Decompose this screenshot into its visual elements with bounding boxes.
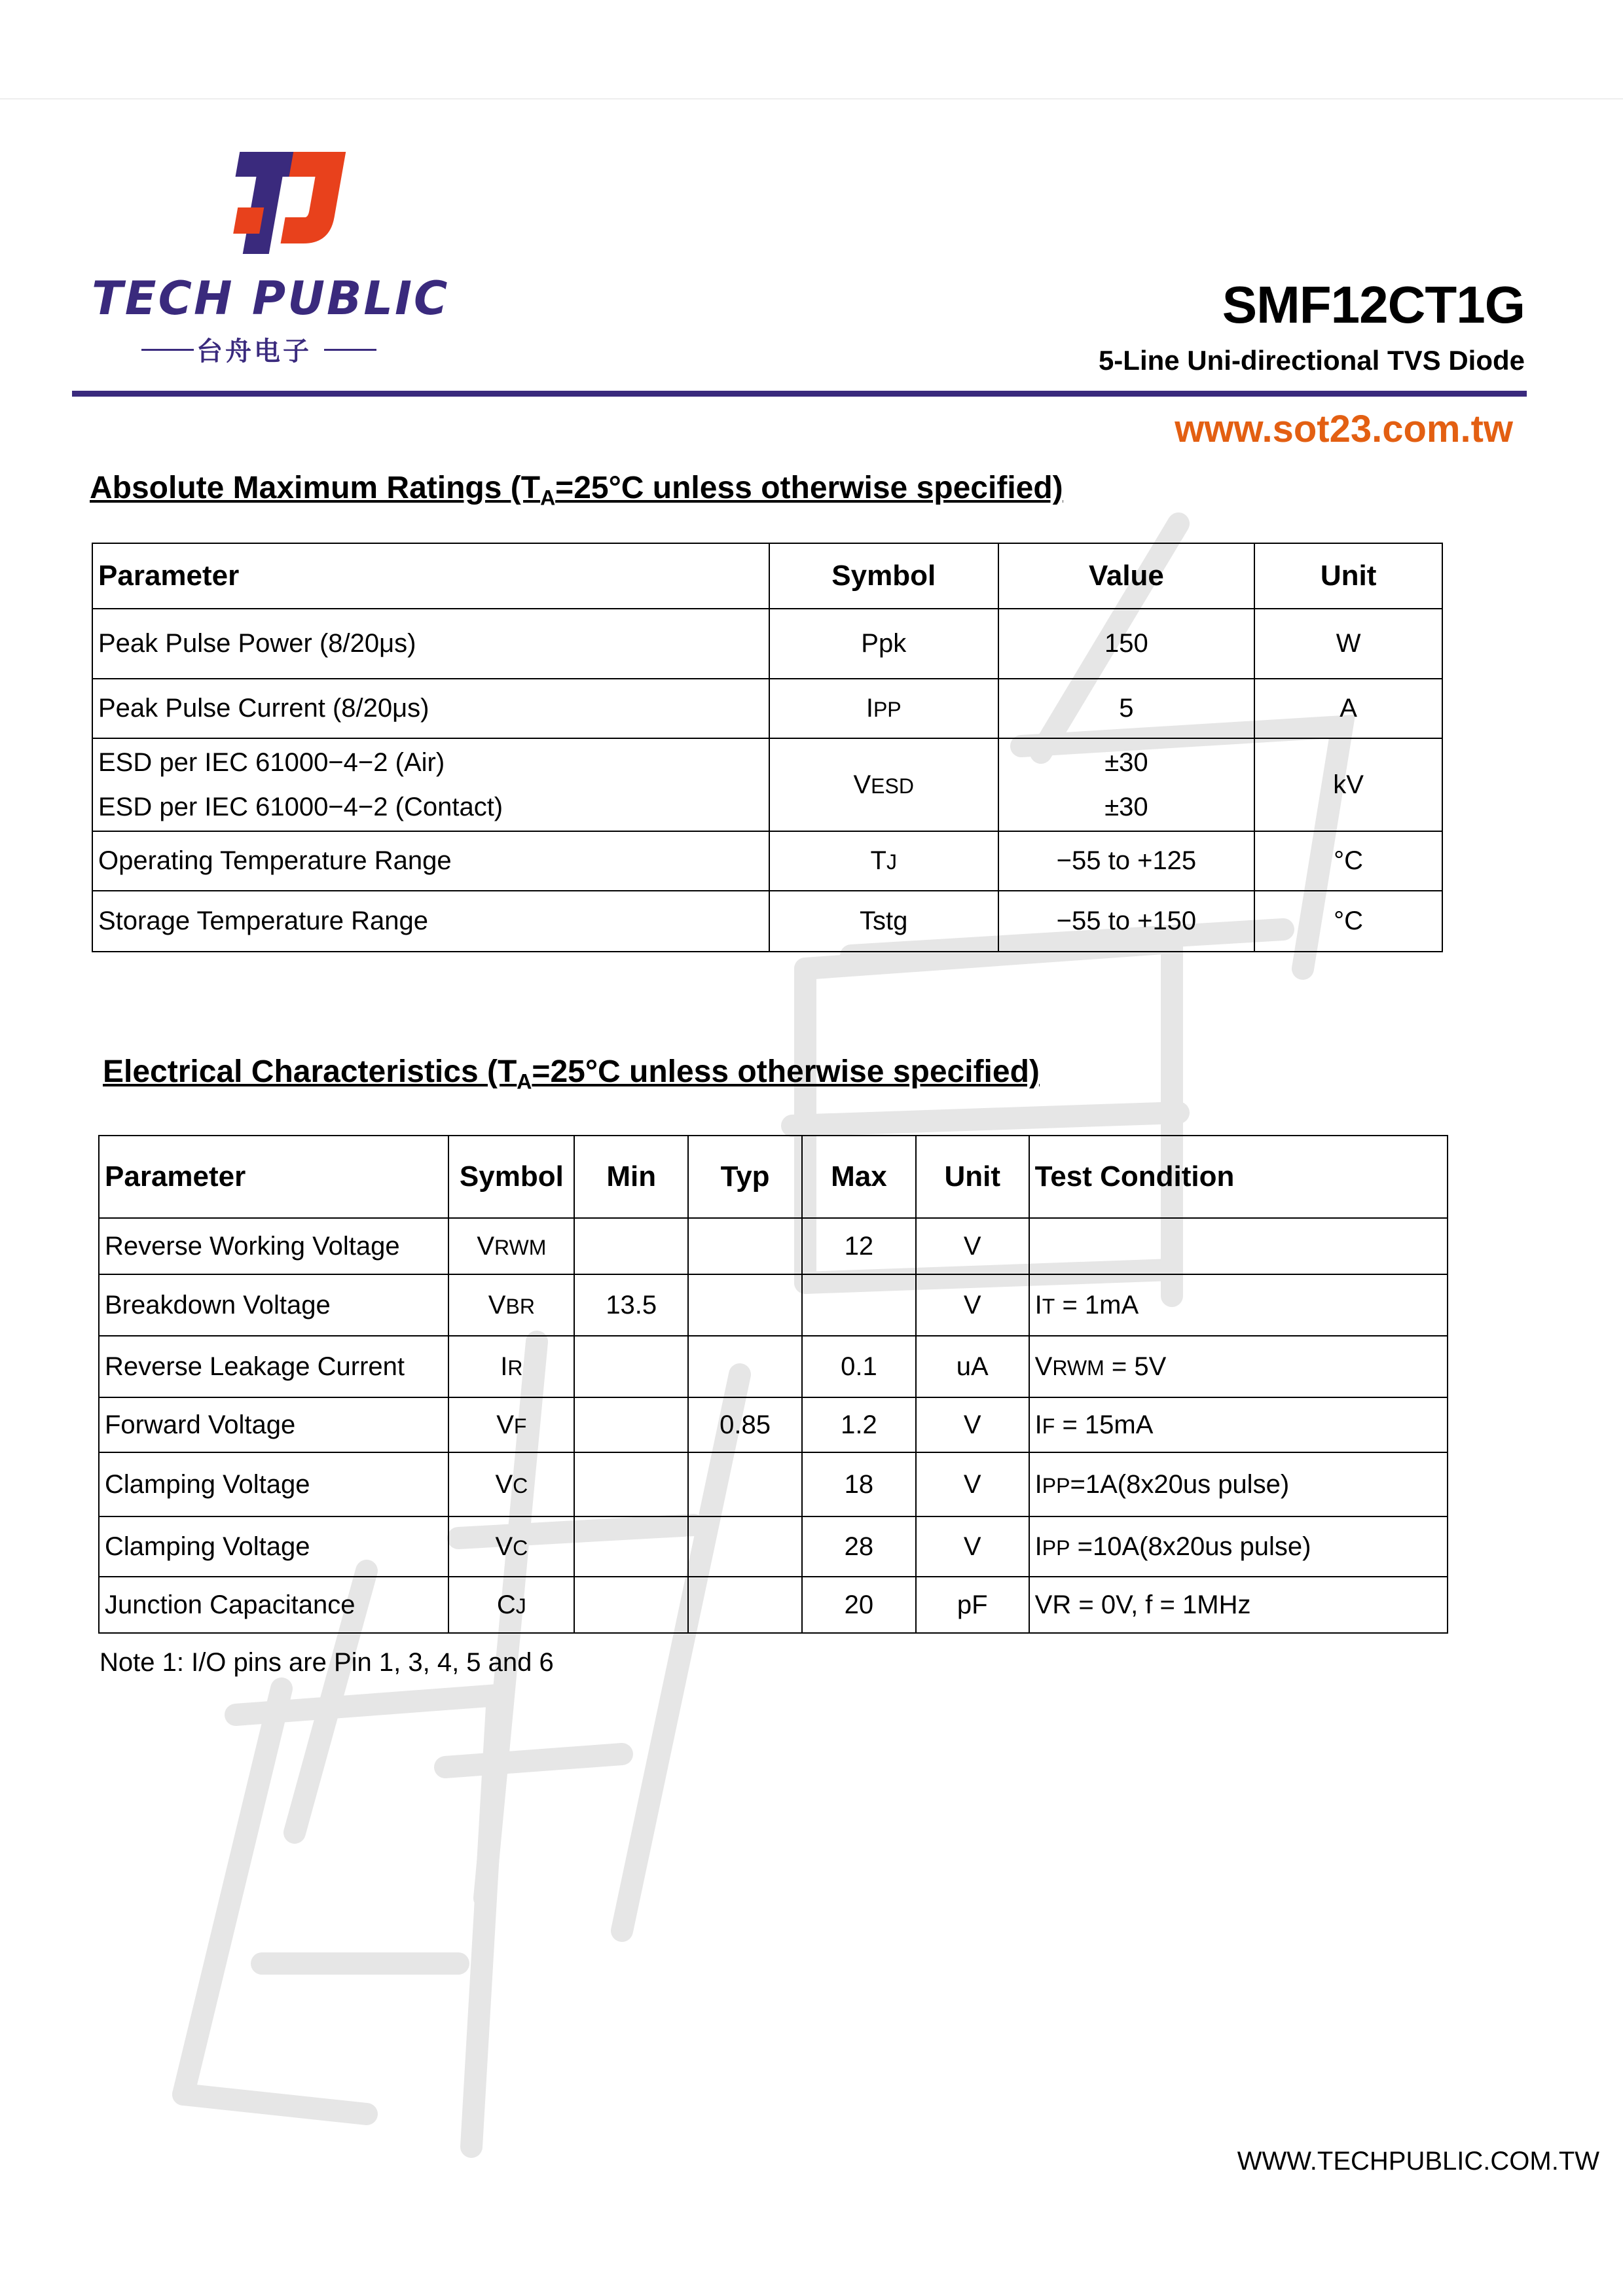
max-cell: 20 [802,1577,916,1633]
col-header: Unit [916,1136,1029,1218]
value-cell: −55 to +150 [998,891,1255,952]
min-cell [574,1218,688,1274]
table-row [99,1577,1448,1633]
table-header-row [92,543,1442,609]
col-header: Min [574,1136,688,1218]
brand-divider-left [141,349,194,351]
typ-cell [688,1577,802,1633]
col-header: Unit [1254,543,1442,609]
table-row [99,1218,1448,1274]
abs-max-title: Absolute Maximum Ratings ($T_A=25^\circ C$ unless otherwise specified) [90,471,1063,510]
unit-cell: A [1254,679,1442,738]
unit-cell: V [916,1516,1029,1577]
max-cell [802,1274,916,1336]
typ-cell [688,1218,802,1274]
param-cell: ESD per IEC 61000−4−2 (Air) ESD per IEC 61000−4−2 (Contact) [92,738,769,831]
elec-table [98,1135,1448,1634]
max-cell: 28 [802,1516,916,1577]
table-header-row [99,1136,1448,1218]
page-frame [0,98,1623,99]
value-cell: 150 [998,609,1255,679]
col-header: Symbol [769,543,998,609]
symbol-cell: VC [448,1516,574,1577]
symbol-cell: Ppk [769,609,998,679]
param-cell: Clamping Voltage [99,1516,448,1577]
symbol-cell: IPP [769,679,998,738]
typ-cell [688,1516,802,1577]
param-cell: Reverse Leakage Current [99,1336,448,1397]
header-rule [72,391,1527,397]
typ-cell: 0.85 [688,1397,802,1452]
min-cell [574,1336,688,1397]
condition-cell [1029,1218,1448,1274]
table-row [92,609,1442,679]
min-cell: 13.5 [574,1274,688,1336]
io-pins-note: Note 1: I/O pins are Pin 1, 3, 4, 5 and 6 [100,1648,554,1677]
brand-name-cn: 台舟电子 [196,336,312,367]
param-cell: Junction Capacitance [99,1577,448,1633]
value-cell: 5 [998,679,1255,738]
brand-divider-right [324,349,376,351]
max-cell: 1.2 [802,1397,916,1452]
elec-title: Electrical Characteristics ($T_A=25^\circ C$ unless otherwise specified) [103,1054,1040,1094]
col-header: Max [802,1136,916,1218]
symbol-cell: VRWM [448,1218,574,1274]
col-header: Symbol [448,1136,574,1218]
brand-name: TECH PUBLIC [92,272,450,325]
max-cell: 0.1 [802,1336,916,1397]
unit-cell: °C [1254,831,1442,891]
typ-cell [688,1336,802,1397]
value-cell: −55 to +125 [998,831,1255,891]
param-cell: Reverse Working Voltage [99,1218,448,1274]
table-row [99,1336,1448,1397]
table-row [92,738,1442,831]
col-header: Parameter [99,1136,448,1218]
condition-cell: IF = 15mA [1029,1397,1448,1452]
col-header: Value [998,543,1255,609]
table-row [92,831,1442,891]
min-cell [574,1516,688,1577]
param-cell: Clamping Voltage [99,1452,448,1516]
condition-cell: IT = 1mA [1029,1274,1448,1336]
abs-max-table [92,543,1443,952]
condition-cell: IPP=1A(8x20us pulse) [1029,1452,1448,1516]
table-row [99,1452,1448,1516]
param-cell: Peak Pulse Power (8/20μs) [92,609,769,679]
condition-cell: VRWM = 5V [1029,1336,1448,1397]
unit-cell: W [1254,609,1442,679]
table-row [92,891,1442,952]
unit-cell: V [916,1274,1029,1336]
typ-cell [688,1274,802,1336]
table-row [99,1516,1448,1577]
min-cell [574,1397,688,1452]
col-header: Test Condition [1029,1136,1448,1218]
symbol-cell: VC [448,1452,574,1516]
symbol-cell: TJ [769,831,998,891]
symbol-cell: IR [448,1336,574,1397]
symbol-cell: VBR [448,1274,574,1336]
unit-cell: kV [1254,738,1442,831]
unit-cell: uA [916,1336,1029,1397]
website-link[interactable]: www.sot23.com.tw [1175,408,1513,450]
param-cell: Breakdown Voltage [99,1274,448,1336]
unit-cell: V [916,1452,1029,1516]
col-header: Typ [688,1136,802,1218]
param-cell: Storage Temperature Range [92,891,769,952]
col-header: Parameter [92,543,769,609]
param-cell: Peak Pulse Current (8/20μs) [92,679,769,738]
unit-cell: pF [916,1577,1029,1633]
table-row [99,1274,1448,1336]
min-cell [574,1577,688,1633]
condition-cell: IPP =10A(8x20us pulse) [1029,1516,1448,1577]
unit-cell: V [916,1218,1029,1274]
symbol-cell: Tstg [769,891,998,952]
condition-cell: VR = 0V, f = 1MHz [1029,1577,1448,1633]
table-row [99,1397,1448,1452]
symbol-cell: VF [448,1397,574,1452]
unit-cell: V [916,1397,1029,1452]
value-cell: ±30 ±30 [998,738,1255,831]
table-row [92,679,1442,738]
min-cell [574,1452,688,1516]
param-cell: Operating Temperature Range [92,831,769,891]
param-cell: Forward Voltage [99,1397,448,1452]
footer-url[interactable]: WWW.TECHPUBLIC.COM.TW [1237,2147,1599,2176]
symbol-cell: CJ [448,1577,574,1633]
part-subtitle: 5-Line Uni-directional TVS Diode [1098,345,1525,376]
symbol-cell: VESD [769,738,998,831]
max-cell: 18 [802,1452,916,1516]
typ-cell [688,1452,802,1516]
unit-cell: °C [1254,891,1442,952]
max-cell: 12 [802,1218,916,1274]
part-number: SMF12CT1G [1222,276,1525,334]
